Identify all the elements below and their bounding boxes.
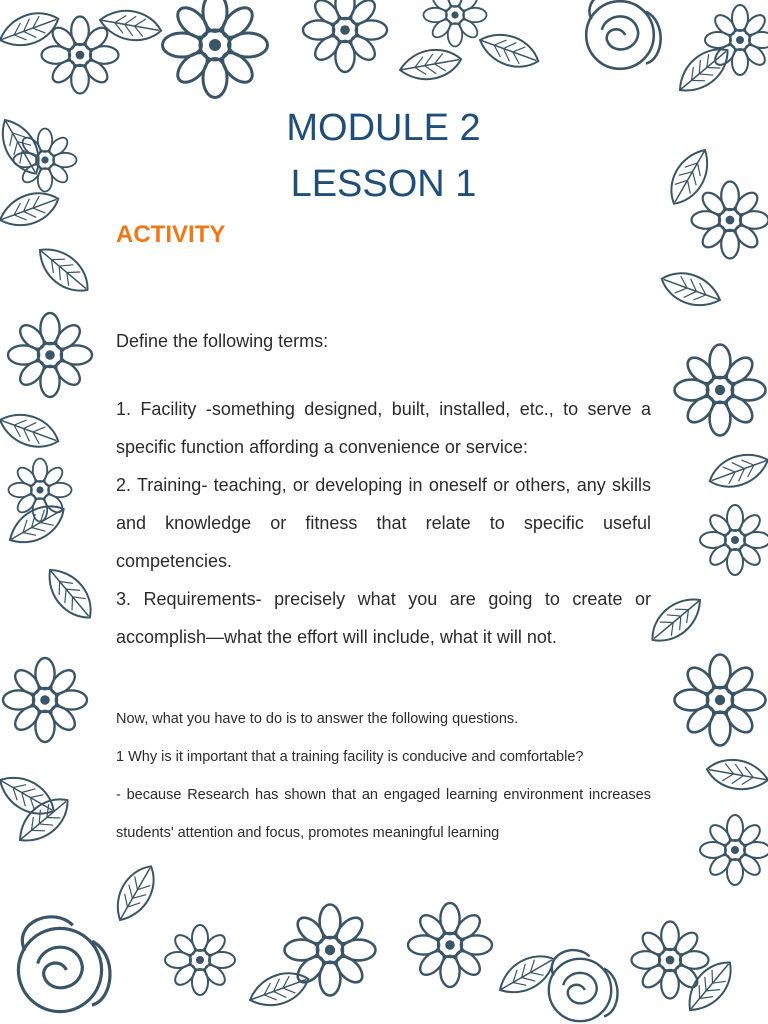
module-title: MODULE 2 (286, 107, 481, 149)
term-training: 2. Training- teaching, or developing in oneself or others, any skills and knowledge or fitness that relate to specific useful competencies. (116, 475, 651, 571)
terms-list (116, 390, 651, 656)
lesson-title: LESSON 1 (290, 163, 477, 205)
document-body (116, 100, 651, 852)
instructions-text: Define the following terms: (116, 331, 329, 351)
section-heading: ACTIVITY (116, 221, 226, 248)
term-facility: 1. Facility -something designed, built, installed, etc., to serve a specific function affording a convenience or service: (116, 399, 651, 457)
questions-intro: Now, what you have to do is to answer the following questions. (116, 711, 519, 727)
question-1: 1 Why is it important that a training facility is conducive and comfortable? (116, 749, 584, 765)
term-requirements: 3. Requirements- precisely what you are going to create or accomplish—what the effort will include, what it will not. (116, 589, 651, 647)
answer-1: - because Research has shown that an engaged learning environment increases students' attention and focus, promotes meaningful learning (116, 787, 651, 841)
